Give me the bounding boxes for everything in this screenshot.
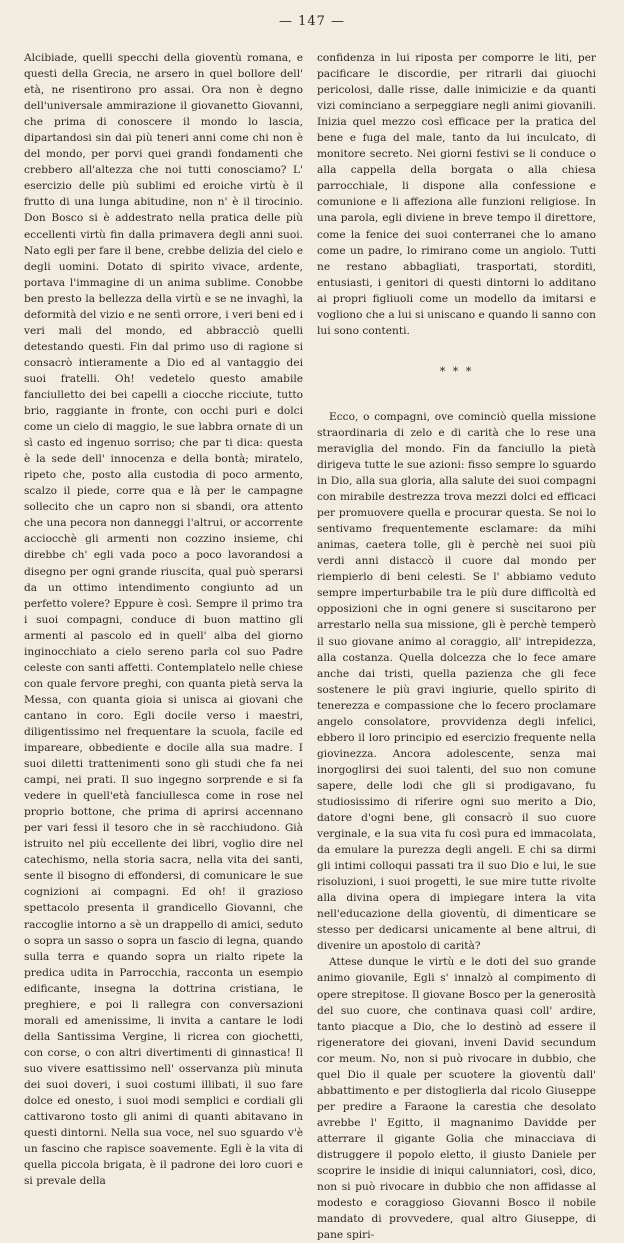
paragraph: Ecco, o compagni, ove cominciò quella missione straordinaria di zelo e di carità che lo rese una meraviglia del mondo. Fin da fanciullo la pietà dirigeva tutte le sue azioni: fisso sempre lo sguardo in Dio, alla sua gloria, alla salute dei suoi compagni con mirabile destrezza trova mezzi dolci ed efficaci per promuovere quella e procurar questa. Se noi lo sentivamo frequentemente esclamare: da mihi animas, caetera tolle, gli è perchè nei suoi più verdi anni distaccò il cuore dal mondo per riempierlo di beni celesti. Se l' abbiamo veduto sempre imperturbabile tra le più dure difficoltà ed opposizioni che in ogni genere si suscitarono per arrestarlo nella sua missione, gli è perchè temperò il suo giovane animo al coraggio, all' intrepidezza, alla costanza. Quella dolcezza che lo fece amare anche dai tristi, quella pazienza che gli fece sostenere le più gravi ingiurie, quello spirito di tenerezza e compassione che lo fecero proclamare angelo consolatore, provvidenza degli infelici, ebbero il loro principio ed esercizio frequente nella giovinezza. Ancora adolescente, senza mai inorgoglirsi dei suoi talenti, del suo non comune sapere, delle lodi che gli si prodigavano, fu studiosissimo di riferire ogni suo merito a Dio, datore d'ogni bene, gli consacrò il suo cuore verginale, e la sua vita fu così pura ed immacolata, da emulare la purezza degli angeli. E chi sa dirmi gli intimi colloqui passati tra il suo Dio e lui, le sue risoluzioni, i suoi progetti, le sue mire tutte rivolte alla divina opera di impiegare intera la vita nell'educazione della gioventù, di dimenticare se stesso per dedicarsi unicamente al bene altrui, di divenire un apostolo di carità? xyxy=(317,410,596,953)
section-asterism: * * * xyxy=(439,364,474,378)
page-number: — 147 — xyxy=(278,14,346,29)
paragraph: Alcibiade, quelli specchi della gioventù romana, e questi della Grecia, ne arsero in quel bollore dell' età, ne risentirono pro assai. Ora non è degno dell'universale ammirazione il giovanetto Giovanni, che prima di conoscere il mondo lo lascia, dipartandosi sin dai più teneri anni come chi non è del mondo, per porvi quei grandi fondamenti che crebbero all'altezza che noi tutti conosciamo? L' esercizio delle più sublimi ed eroiche virtù è il frutto di una lunga abitudine, non n' è il tirocinio. Don Bosco si è addestrato nella pratica delle più eccellenti virtù fin dalla primavera degli anni suoi. Nato egli per fare il bene, crebbe delizia del cielo e degli uomini. Dotato di spirito vivace, ardente, portava l'immagine di un anima sublime. Conobbe ben presto la bellezza della virtù e se ne invaghì, la deformità del vizio e ne sentì orrore, i veri beni ed i veri mali del mondo, ed abbracciò quelli detestando questi. Fin dal primo uso di ragione si consacrò intieramente a Dio ed al vantaggio dei suoi fratelli. Oh! vedetelo questo amabile fanciulletto dei bei capelli a ciocche ricciute, tutto brio, raggiante in fronte, con occhi puri e dolci come un cielo di maggio, le sue labbra ornate di un sì casto ed ingenuo sorriso; che par ti dica: questa è la sede dell' innocenza e della bontà; miratelo, ripeto che, posto alla custodia di poco armento, scalzo il piede, corre qua e là per le campagne sollecito che un capro non si sbandi, ora attento che una pecora non danneggi l'altrui, or accorrente acciocchè gli armenti non cozzino insieme, chi direbbe ch' egli vada poco a poco lavorandosi a disegno per ogni grande riuscita, qual può sperarsi da un ottimo intendimento congiunto ad un perfetto volere? Eppure è così. Sempre il primo tra i suoi compagni, conduce di buon mattino gli armenti al pascolo ed in quell' alba del giorno inginocchiato a cielo sereno parla col suo Padre celeste con santi affetti. Contemplatelo nelle chiese con quale fervore preghi, con quanta pietà serva la Messa, con quanta gioia si unisca ai giovani che cantano in coro. Egli docile verso i maestri, diligentissimo nel frequentare la scuola, facile ed impareare, obbediente e docile alla sua madre. I suoi diletti trattenimenti sono gli studi che fa nei campi, nei prati. Il suo ingegno sorprende e si fa vedere in quell'età fanciullesca come in rose nel proprio bottone, che prima di aprirsi accennano per vari fessi il tesoro che in sè racchiudono. Già istruito nel più eccellente dei libri, voglio dire nel catechismo, nella storia sacra, nella vita dei santi, sente il bisogno di effondersi, di comunicare le sue cognizioni ai compagni. Ed oh! il grazioso spettacolo presenta il grandicello Giovanni, che raccoglie intorno a sè un drappello di amici, seduto o sopra un sasso o sopra un fascio di legna, quando sulla terra e quando sopra un rialto ripete la predica udita in Parrocchia, racconta un esempio edificante, insegna la dottrina cristiana, le preghiere, e poi li rallegra con conversazioni morali ed amenissime, li invita a cantare le lodi della Santissima Vergine, li ricrea con giochetti, con corse, o con altri divertimenti di ginnastica! Il suo vivere esattissimo nell' osservanza più minuta dei suoi doveri, i suoi costumi illibati, il suo fare dolce ed onesto, i suoi modi semplici e cordiali gli cattivarono tosto gli animi di quanti abitavano in questi dintorni. Nella sua voce, nel suo sguardo v'è un fascino che rapisce soavemente. Egli è la vita di quella piccola brigata, è il padrone dei loro cuori e si prevale della xyxy=(24,52,303,1188)
paragraph: Attese dunque le virtù e le doti del suo grande animo giovanile, Egli s' innalzò al compimento di opere strepitose. Il giovane Bosco per la generosità del suo cuore, che continava quasi coll' ardire, tanto piacque a Dio, che lo destinò ad essere il rigeneratore dei giovani, inveni David secundum cor meum. No, non si può rivocare in dubbio, che quel Dio il quale per scuotere la gioventù dall' abbattimento e per distoglierla dal ricolo Giuseppe per predire a Faraone la carestia che desolato avrebbe l' Egitto, il magnanimo Davidde per atterrare il gigante Golia che minacciava di distruggere il popolo eletto, il giusto Daniele per scoprire le insidie di iniqui calunniatori, così, dico, non si può rivocare in dubbio che non affidasse al modesto e coraggioso Giovanni Bosco il nobile mandato di provvedere, qual altro Giuseppe, di pane spiri- xyxy=(317,956,596,1242)
column-gutter xyxy=(306,48,307,898)
paragraph: confidenza in lui riposta per comporre le liti, per pacificare le discordie, per ritrarli dai giuochi pericolosi, dalle risse, dalle inimicizie e da quanti vizi cominciano a serpeggiare negli animi giovanili. Inizia quel mezzo così efficace per la pratica del bene e fuga del male, tanto da lui inculcato, di monitore secreto. Nei giorni festivi se li conduce o alla cappella della borgata o alla chiesa parrocchiale, li dispone alla confessione e comunione e li affeziona alle funzioni religiose. In una parola, egli diviene in breve tempo il direttore, come la fenice dei suoi conterranei che lo amano come un padre, lo rimirano come un angiolo. Tutti ne restano abbagliati, trasportati, storditi, entusiasti, i genitori di questi dintorni lo additano ai propri figliuoli come un modello da imitarsi e vogliono che a lui si uniscano e quando li sanno con lui sono contenti. xyxy=(317,52,596,337)
left-column xyxy=(24,50,303,1189)
right-column xyxy=(317,50,596,1243)
